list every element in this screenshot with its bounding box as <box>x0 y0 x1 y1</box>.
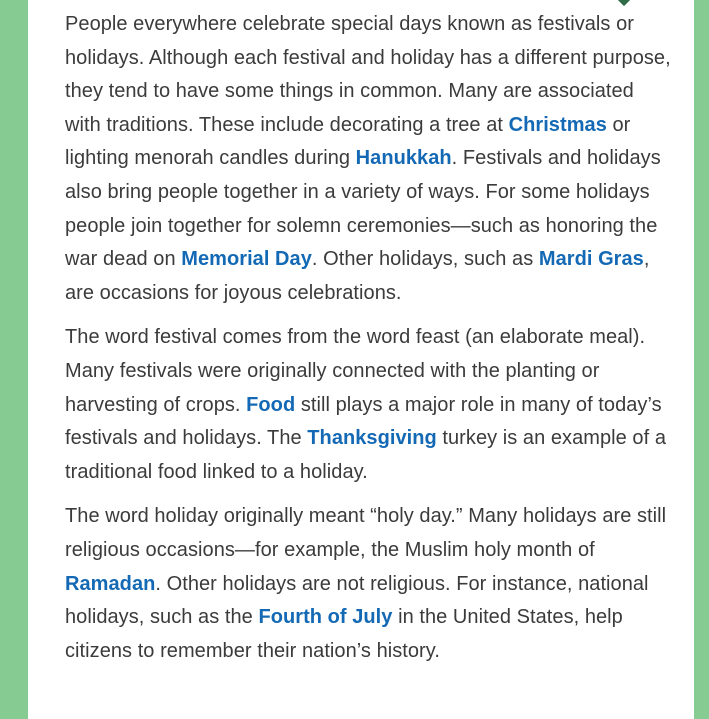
link-memorial-day[interactable]: Memorial Day <box>181 248 312 271</box>
paragraph-text: . Other holidays are not religious. For instance, national holidays, such as the <box>65 572 649 629</box>
section-marker-icon <box>617 0 631 6</box>
paragraph-text: still plays a major role in many of today’s festivals and holidays. The <box>65 393 662 450</box>
paragraph-text: . Festivals and holidays also bring people together in a variety of ways. For some holidays people join together for solemn ceremonies—such as honoring the war dead on <box>65 147 661 271</box>
link-food[interactable]: Food <box>246 393 296 416</box>
paragraph-text: , are occasions for joyous celebrations. <box>65 248 650 304</box>
paragraph-text: People everywhere celebrate special days known as festivals or holidays. Although each festival and holiday has a different purpose, they tend to have some things in common. Many are associated with traditions. These include decorating a tree at <box>65 13 671 136</box>
link-mardi-gras[interactable]: Mardi Gras <box>538 248 644 271</box>
link-ramadan[interactable]: Ramadan <box>65 572 156 595</box>
paragraph-text: The word holiday originally meant “holy day.” Many holidays are still religious occasions—for example, the Muslim holy month of <box>65 505 667 561</box>
paragraph-text: . Other holidays, such as <box>311 248 539 271</box>
paragraph-text: in the United States, help citizens to remember their nation’s history. <box>65 606 623 662</box>
link-thanksgiving[interactable]: Thanksgiving <box>307 427 437 450</box>
article-paragraph-1 <box>65 8 674 310</box>
paragraph-text: The word festival comes from the word feast (an elaborate meal). Many festivals were originally connected with the planting or harvesting of crops. <box>65 326 646 416</box>
link-christmas[interactable]: Christmas <box>508 113 607 136</box>
article-paragraph-2 <box>65 321 674 489</box>
paragraph-text: or lighting menorah candles during <box>65 113 631 170</box>
article-paragraph-3 <box>65 500 674 668</box>
article-content <box>28 0 694 719</box>
link-hanukkah[interactable]: Hanukkah <box>355 147 452 170</box>
paragraph-text: turkey is an example of a traditional food linked to a holiday. <box>65 427 666 483</box>
link-fourth-of-july[interactable]: Fourth of July <box>258 606 393 629</box>
